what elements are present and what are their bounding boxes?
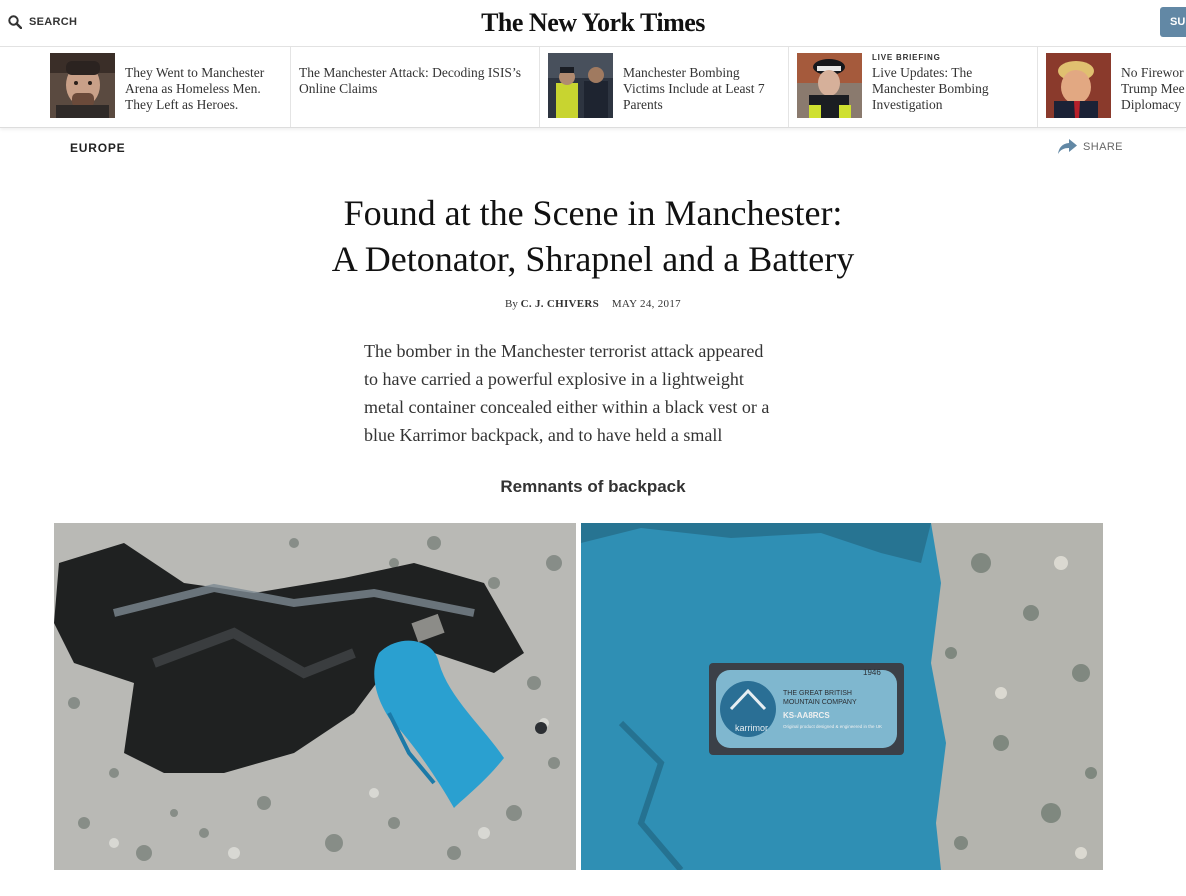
subscribe-label: SU <box>1170 16 1186 28</box>
photo-caption-title: Remnants of backpack <box>500 477 686 496</box>
summary-line: blue Karrimor backpack, and to have held a small <box>364 425 723 445</box>
karrimor-label-photo-right <box>581 523 1103 870</box>
ribbon-kicker: LIVE BRIEFING <box>872 53 941 62</box>
ribbon-story-victims-parents[interactable] <box>539 47 789 127</box>
story-ribbon <box>0 47 1186 128</box>
label-note: Original product designed & engineered in the UK <box>783 724 883 729</box>
summary-line: to have carried a powerful explosive in a lightweight <box>364 369 744 389</box>
summary-line: The bomber in the Manchester terrorist attack appeared <box>364 341 764 361</box>
nyt-logo[interactable] <box>0 8 1186 38</box>
backpack-remnant-photo-left <box>54 523 576 870</box>
ribbon-thumbnail <box>797 53 862 118</box>
article-summary <box>364 337 824 449</box>
ribbon-story-trump-diplomacy[interactable] <box>1037 47 1186 127</box>
publish-date: MAY 24, 2017 <box>611 298 681 310</box>
article-headline <box>200 190 986 282</box>
ribbon-story-live-updates[interactable] <box>788 47 1038 127</box>
byline-prefix: By <box>505 298 518 310</box>
headline-line-1: Found at the Scene in Manchester: <box>343 193 843 233</box>
share-arrow-icon <box>1058 139 1077 154</box>
label-line2: MOUNTAIN COMPANY <box>783 699 857 706</box>
ribbon-headline: Live Updates: The Manchester Bombing Investigation <box>872 65 989 112</box>
ribbon-headline: The Manchester Attack: Decoding ISIS’s Online Claims <box>299 65 521 96</box>
ribbon-story-decoding-isis[interactable] <box>290 47 540 127</box>
label-code: KS-AA8RCS <box>783 711 830 720</box>
ribbon-thumbnail <box>548 53 613 118</box>
subscribe-button[interactable] <box>1160 7 1186 37</box>
ribbon-headline: Manchester Bombing Victims Include at Least 7 Parents <box>623 65 765 112</box>
ribbon-thumbnail <box>1046 53 1111 118</box>
logo-text: The New York Times <box>481 8 705 37</box>
label-year: 1946 <box>863 668 881 677</box>
share-label: SHARE <box>1083 140 1123 153</box>
byline <box>0 298 1186 310</box>
byline-author[interactable]: C. J. CHIVERS <box>520 298 600 310</box>
headline-line-2: A Detonator, Shrapnel and a Battery <box>331 239 855 279</box>
ribbon-thumbnail <box>50 53 115 118</box>
top-bar <box>0 0 1186 47</box>
ribbon-story-homeless-heroes[interactable] <box>41 47 291 127</box>
label-line1: THE GREAT BRITISH <box>783 690 852 697</box>
ribbon-headline: No Firewor Trump Mee Diplomacy <box>1121 65 1185 112</box>
section-label[interactable]: EUROPE <box>70 141 126 155</box>
search-label: SEARCH <box>29 16 78 28</box>
label-brand: karrimor <box>735 723 768 733</box>
ribbon-headline: They Went to Manchester Arena as Homeless Men. They Left as Heroes. <box>125 65 265 112</box>
share-button[interactable] <box>1058 139 1123 154</box>
summary-line: metal container concealed either within a black vest or a <box>364 397 770 417</box>
